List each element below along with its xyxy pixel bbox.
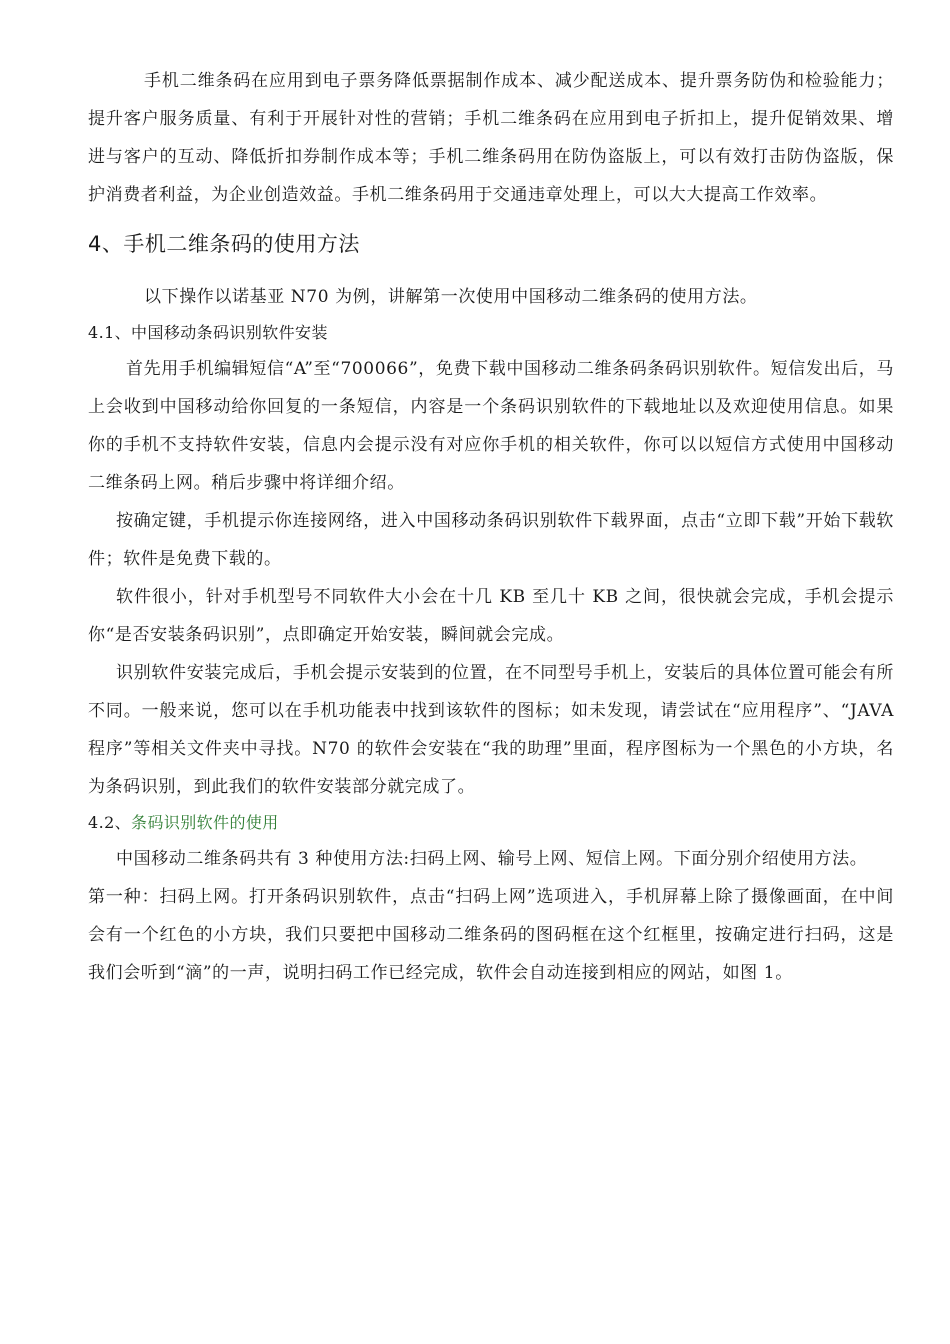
section-4-1-paragraph-4: 识别软件安装完成后，手机会提示安装到的位置，在不同型号手机上，安装后的具体位置可能会有所不同。一般来说，您可以在手机功能表中找到该软件的图标；如未发现，请尝试在“应用程序”、“JAVA 程序”等相关文件夹中寻找。N70 的软件会安装在“我的助理”里面，程序图标为一个黑色的小方块，名为条码识别，到此我们的软件安装部分就完成了。 <box>88 663 894 797</box>
section-4-heading: 4、手机二维条码的使用方法 <box>88 232 360 256</box>
section-4-2-paragraph-1: 中国移动二维条码共有 3 种使用方法:扫码上网、输号上网、短信上网。下面分别介绍使用方法。 <box>116 849 868 869</box>
section-4-1-heading: 4.1、中国移动条码识别软件安装 <box>88 323 328 342</box>
section-4-1-paragraph-3: 软件很小，针对手机型号不同软件大小会在十几 KB 至几十 KB 之间，很快就会完成，手机会提示你“是否安装条码识别”，点即确定开始安装，瞬间就会完成。 <box>88 587 894 645</box>
paragraph-applications: 手机二维条码在应用到电子票务降低票据制作成本、减少配送成本、提升票务防伪和检验能力；提升客户服务质量、有利于开展针对性的营销；手机二维条码在应用到电子折扣上，提升促销效果、增进与客户的互动、降低折扣券制作成本等；手机二维条码用在防伪盗版上，可以有效打击防伪盗版，保护消费者利益，为企业创造效益。手机二维条码用于交通违章处理上，可以大大提高工作效率。 <box>88 71 894 205</box>
section-4-2-title: 条码识别软件的使用 <box>131 813 279 832</box>
document-page <box>88 62 894 992</box>
section-4-1-paragraph-2: 按确定键，手机提示你连接网络，进入中国移动条码识别软件下载界面，点击“立即下载”开始下载软件；软件是免费下载的。 <box>88 511 894 569</box>
section-4-intro: 以下操作以诺基亚 N70 为例，讲解第一次使用中国移动二维条码的使用方法。 <box>144 287 758 307</box>
section-4-1-paragraph-1: 首先用手机编辑短信“A”至“700066”，免费下载中国移动二维条码条码识别软件。短信发出后，马上会收到中国移动给你回复的一条短信，内容是一个条码识别软件的下载地址以及欢迎使用信息。如果你的手机不支持软件安装，信息内会提示没有对应你手机的相关软件，你可以以短信方式使用中国移动二维条码上网。稍后步骤中将详细介绍。 <box>88 359 894 493</box>
section-4-2-heading <box>88 806 894 840</box>
section-4-2-number: 4.2、 <box>88 813 132 832</box>
section-4-2-paragraph-2: 第一种：扫码上网。打开条码识别软件，点击“扫码上网”选项进入，手机屏幕上除了摄像画面，在中间会有一个红色的小方块，我们只要把中国移动二维条码的图码框在这个红框里，按确定进行扫码，这是我们会听到“滴”的一声，说明扫码工作已经完成，软件会自动连接到相应的网站，如图 1。 <box>88 887 894 983</box>
